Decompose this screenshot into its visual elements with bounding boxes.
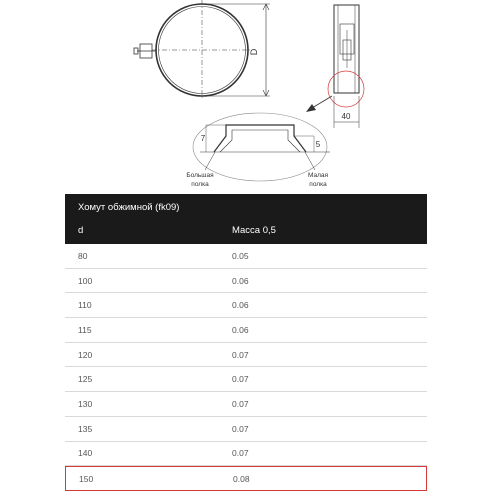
clamp-side-view <box>306 5 364 128</box>
cell-mass: 0.06 <box>232 300 249 311</box>
table-row <box>65 343 427 368</box>
cell-diameter: 110 <box>78 300 92 311</box>
cell-diameter: 80 <box>78 250 88 261</box>
cell-diameter: 100 <box>78 275 93 286</box>
table-header <box>65 221 427 244</box>
spec-table <box>65 194 427 491</box>
width-label: 40 <box>341 112 351 121</box>
cell-mass: 0.06 <box>232 275 249 286</box>
cell-diameter: 135 <box>78 423 93 434</box>
cell-diameter: 115 <box>78 324 92 335</box>
left-flange-label-line2: полка <box>191 181 209 188</box>
diameter-label: D <box>249 48 259 56</box>
cell-mass: 0.07 <box>232 374 249 385</box>
cell-mass: 0.08 <box>233 473 250 484</box>
cell-mass: 0.07 <box>232 349 249 360</box>
cell-diameter: 150 <box>79 473 94 484</box>
right-flange-label-line1: Малая <box>307 172 329 179</box>
right-flange-label-line2: полка <box>309 181 327 188</box>
table-title: Хомут обжимной (fk09) <box>65 194 427 221</box>
cell-mass: 0.07 <box>232 398 249 409</box>
cell-diameter: 120 <box>78 349 93 360</box>
cell-mass: 0.06 <box>232 324 249 335</box>
header-mass: Масса 0,5 <box>232 225 276 236</box>
table-row <box>65 367 427 392</box>
table-body <box>65 244 427 491</box>
cell-diameter: 140 <box>78 448 93 459</box>
right-step-label: 5 <box>315 140 321 149</box>
left-step-label: 7 <box>200 134 206 143</box>
cell-mass: 0.07 <box>232 423 249 434</box>
left-flange-label-line1: Большая <box>186 172 214 179</box>
table-row <box>65 442 427 467</box>
table-row <box>65 293 427 318</box>
table-row <box>65 466 427 491</box>
header-diameter: d <box>78 225 84 236</box>
table-row <box>65 269 427 294</box>
table-row <box>65 318 427 343</box>
table-row <box>65 417 427 442</box>
clamp-technical-drawing <box>0 0 500 192</box>
table-row <box>65 392 427 417</box>
table-row <box>65 244 427 269</box>
profile-detail <box>193 113 330 181</box>
cell-diameter: 130 <box>78 398 93 409</box>
cell-mass: 0.07 <box>232 448 249 459</box>
cell-diameter: 125 <box>78 374 93 385</box>
cell-mass: 0.05 <box>232 250 249 261</box>
